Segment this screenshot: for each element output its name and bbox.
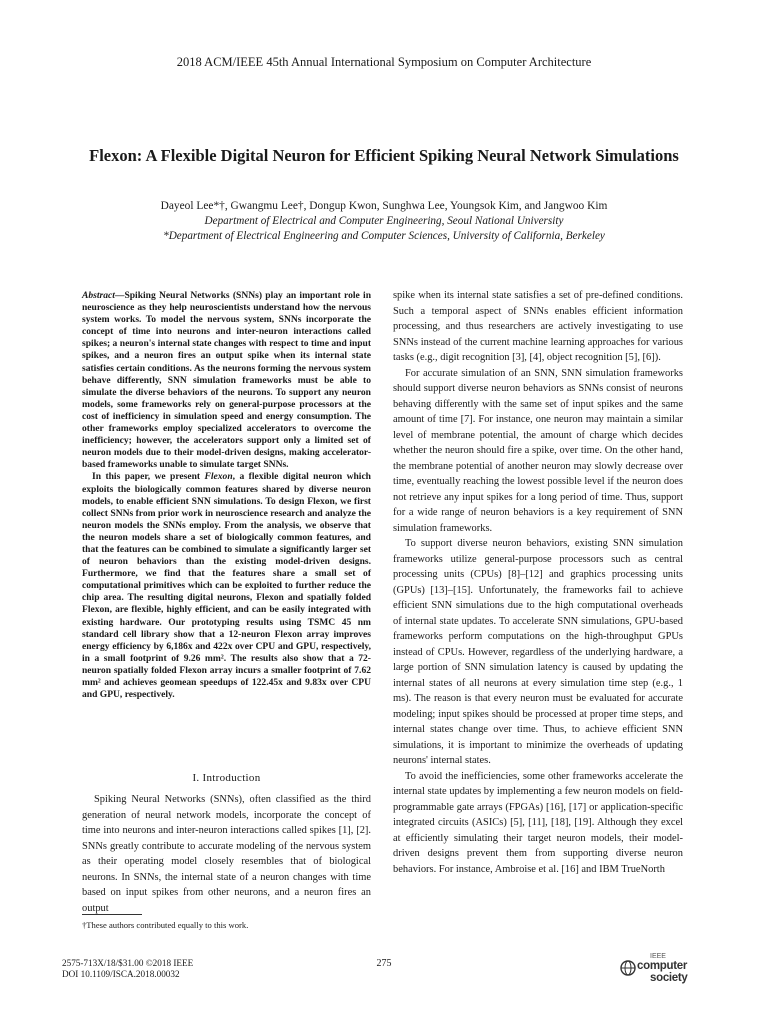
right-paragraph-0: spike when its internal state satisfies a set of pre-defined conditions. Such a temporal aspect of SNNs enables efficient information processing, and thus researchers are actively investigating to use SNNs instead of the current machine learning approaches for various tasks (e.g., digit recognition [3], [4], object recognition [5], [6]).	[393, 290, 683, 363]
logo-ieee-text: IEEE	[650, 953, 666, 960]
introduction-left-column	[82, 792, 371, 916]
abstract-label: Abstract	[82, 290, 115, 301]
abstract-text-2b: , a flexible digital neuron which exploits the biologically common features shared by diverse neuron models, to enable efficient SNN simulations. To design Flexon, we first collect SNNs from prior work in neuroscience research and analyze the neuron models the SNNs employ. From the analysis, we observe that the neuron models share a set of biologically common features, and that the features can be combined to simulate a significantly larger set of neuron behaviors than the existing model-driven designs. Furthermore, we find that the features share a small set of computational primitives which can be exploited to further reduce the chip area. The resulting digital neurons, Flexon and spatially folded Flexon, are flexible, highly efficient, and can be easily integrated with existing hardware. Our prototyping results using TSMC 45 nm standard cell library show that a 12-neuron Flexon array improves energy efficiency by 6,186x and 422x over CPU and GPU, respectively, in a small footprint of 9.26 mm². The results also show that a 72-neuron spatially folded Flexon array incurs a smaller footprint of 7.62 mm² and achieves geomean speedups of 122.45x and 9.83x over CPU and GPU, respectively.	[82, 471, 371, 701]
paper-title: Flexon: A Flexible Digital Neuron for Efficient Spiking Neural Network Simulations	[89, 146, 679, 165]
affiliation-secondary: *Department of Electrical Engineering and Computer Sciences, University of California, Berkeley	[163, 230, 605, 242]
abstract-flexon-term: Flexon	[204, 471, 233, 483]
abstract-text-1: —Spiking Neural Networks (SNNs) play an important role in neuroscience as they help neuroscientists understand how the nervous system works. To model the nervous system, SNNs incorporate the concept of time into neurons and inter-neuron interactions called spikes; a neuron's internal state changes with respect to time and input spikes, and a neuron fires an output spike when its internal state satisfies certain conditions. As the neurons forming the nervous system behave differently, SNN simulation frameworks must be able to simulate the diverse behaviors of the neurons. To support any neuron models, some frameworks rely on general-purpose processors at the cost of inefficiency in simulation speed and energy consumption. The other frameworks employ specialized accelerators to overcome the inefficiency; however, the accelerators support only a limited set of neuron models due to their model-driven designs, making accelerator-based frameworks unable to simulate target SNNs.	[82, 290, 371, 471]
issn-line: 2575-713X/18/$31.00 ©2018 IEEE	[62, 958, 194, 968]
intro-paragraph-1: Spiking Neural Networks (SNNs), often classified as the third generation of neural network models, incorporate the concept of time into neurons and inter-neuron interactions called spikes [1], [2]. SNNs greatly contribute to accurate modeling of the nervous system as their operating model closely resembles that of biological neurons. In SNNs, the internal state of a neuron changes with time based on input spikes from other neurons, and a neuron fires an output	[82, 794, 371, 914]
author-list: Dayeol Lee*†, Gwangmu Lee†, Dongup Kwon, Sunghwa Lee, Youngsok Kim, and Jangwoo Kim	[160, 200, 608, 212]
right-paragraph-2: To support diverse neuron behaviors, existing SNN simulation frameworks utilize general-purpose processors such as central processing units (CPUs) [8]–[12] and graphics processing units (GPUs) [13]–[15]. Unfortunately, the frameworks fail to achieve efficient SNN simulations due to the high computational overheads of internal state updates. To accelerate SNN simulations, GPU-based frameworks perform computations on the high-throughput GPUs instead of CPUs. However, regardless of the underlying hardware, a large portion of SNN simulation latency is caused by updating the internal states of all neurons at every simulation time step (e.g., 1 ms). The reason is that every neuron must be evaluated for accurate modeling; input spikes should be processed at proper time steps, and internal states change over time. Thus, to achieve efficient SNN simulations, it is important to minimize the overheads of updating neurons' internal states.	[393, 538, 683, 766]
section-heading: I. Introduction	[192, 772, 261, 784]
abstract	[82, 290, 371, 701]
page-number: 275	[376, 958, 392, 969]
conference-header: 2018 ACM/IEEE 45th Annual International Symposium on Computer Architecture	[176, 55, 592, 69]
computer-society-logo	[620, 953, 690, 989]
right-column	[393, 288, 683, 877]
right-paragraph-1: For accurate simulation of an SNN, SNN simulation frameworks should support diverse neuron behaviors as SNNs consist of neurons behaving differently with the same set of input spikes and the same amount of time [7]. For instance, one neuron may maintain a similar level of membrane potential, the amount of charge which decides whether the neuron should fire a spike, over time. On the other hand, the membrane potential of another neuron may slowly decrease over time, eventually reaching the lowest possible level if the neuron does not retrieve any input spikes for a long period of time. Thus, support for a wide range of neuron behaviors is a key requirement of SNN simulation frameworks.	[393, 367, 683, 534]
footnote-rule	[82, 914, 142, 915]
logo-computer-text: computer	[637, 960, 687, 972]
right-paragraph-3: To avoid the inefficiencies, some other frameworks accelerate the internal state updates by implementing a few neuron models on field-programmable gate arrays (FPGAs) [16], [17] or application-specific integrated circuits (ASICs) [5], [11], [18], [19]. Although they excel at efficiently simulating their target neuron models, their model-driven designs prevent them from supporting diverse neuron behaviors. For instance, Ambroise et al. [16] and IBM TrueNorth	[393, 770, 683, 875]
globe-icon	[620, 960, 636, 976]
footnote: †These authors contributed equally to this work.	[82, 920, 249, 930]
abstract-paragraph-1	[82, 290, 371, 471]
affiliation-primary: Department of Electrical and Computer Engineering, Seoul National University	[204, 215, 564, 227]
abstract-text-2a: In this paper, we present	[92, 471, 205, 483]
doi-line: DOI 10.1109/ISCA.2018.00032	[62, 969, 180, 979]
abstract-paragraph-2	[82, 471, 371, 701]
logo-society-text: society	[650, 972, 688, 984]
